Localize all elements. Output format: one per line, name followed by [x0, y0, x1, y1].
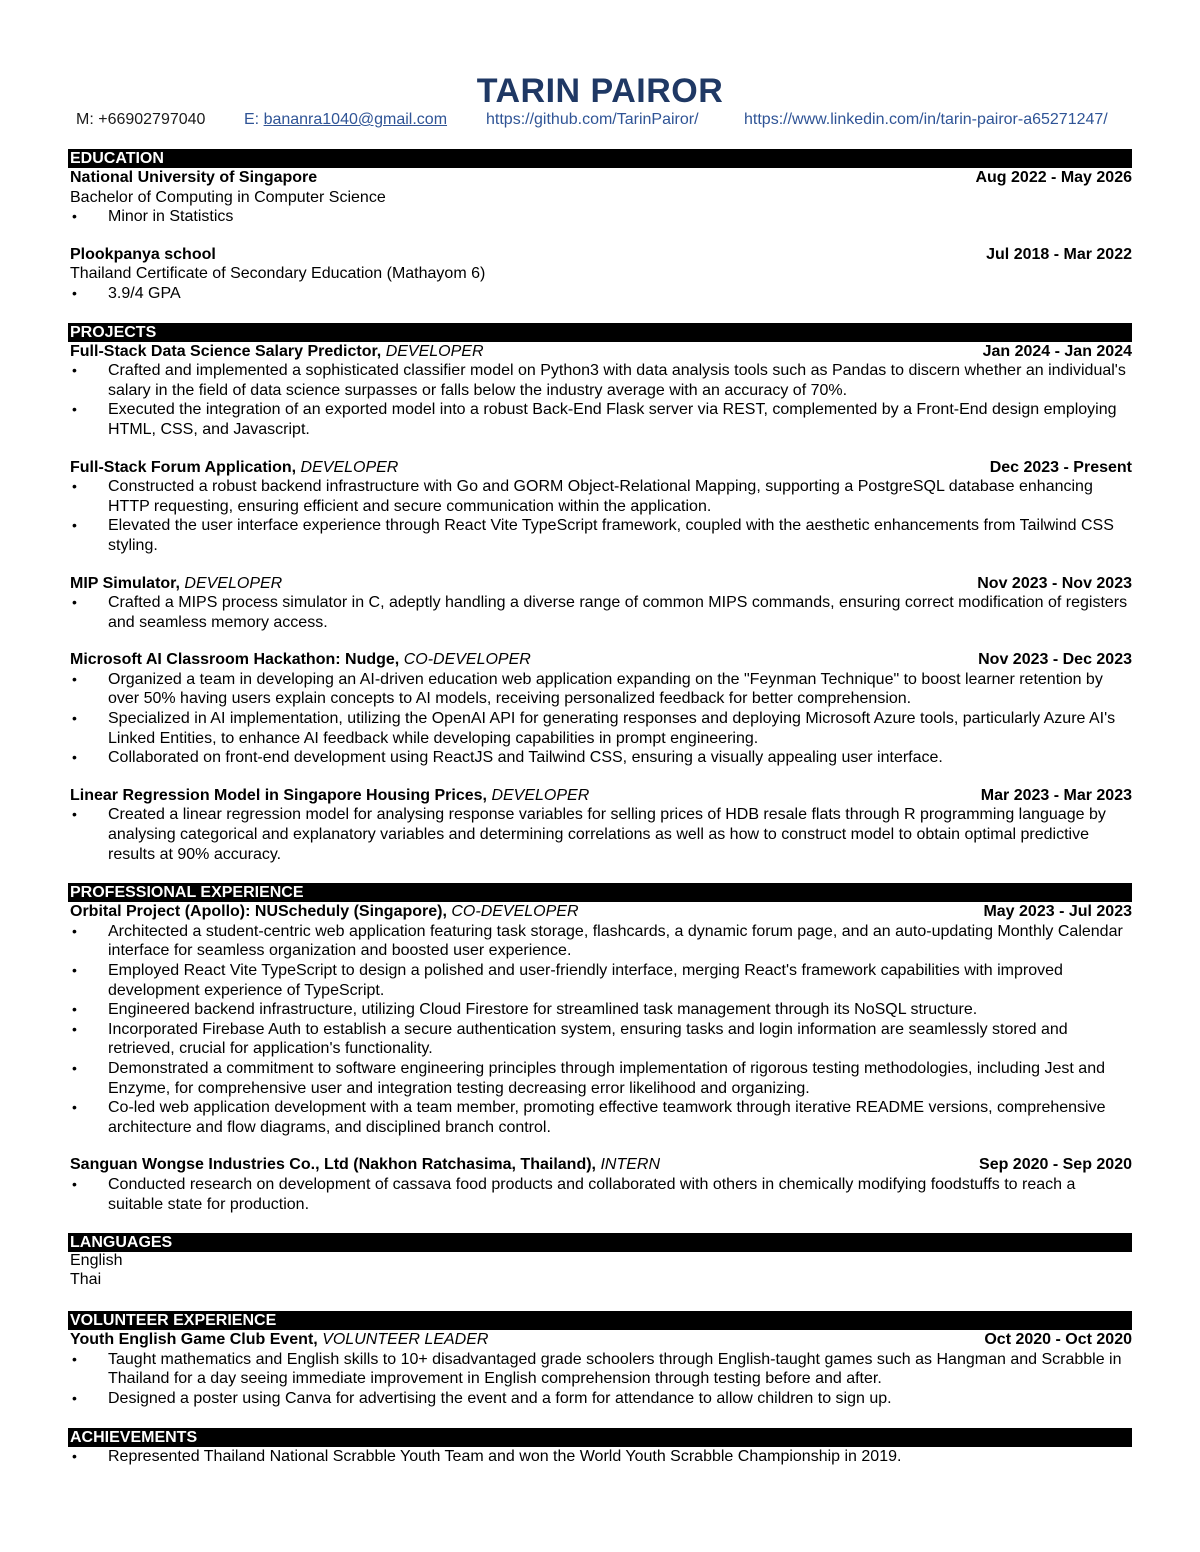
entry-title: Microsoft AI Classroom Hackathon: Nudge, [70, 651, 400, 669]
entry [68, 342, 1132, 440]
entry-header [68, 1330, 1132, 1350]
bullet-item: • Specialized in AI implementation, utilizing the OpenAI API for generating responses and deploying Microsoft Azure tools, particularly Azure AI's Linked Entities, to enhance AI feedback while developing capabilities in prompt engineering. [68, 709, 1132, 748]
entry-date: Jul 2018 - Mar 2022 [986, 245, 1132, 263]
entry-date: Dec 2023 - Present [989, 458, 1132, 476]
bullet-item: • Executed the integration of an exported model into a robust Back-End Flask server via REST, complemented by a Front-End design employing HTML, CSS, and Javascript. [68, 400, 1132, 439]
entry-title: National University of Singapore [70, 169, 318, 186]
entry-date: Nov 2023 - Nov 2023 [977, 574, 1132, 592]
entry [68, 902, 1132, 1137]
section-heading: LANGUAGES [68, 1233, 1132, 1252]
entry-role: DEVELOPER [491, 786, 590, 804]
entry-subtitle: Bachelor of Computing in Computer Science [70, 188, 386, 206]
entry-title-group [70, 1155, 660, 1175]
entry-subtitle: Thailand Certificate of Secondary Education (Mathayom 6) [70, 265, 486, 283]
experience-section [68, 883, 1132, 1214]
entry-title: MIP Simulator, [70, 574, 180, 592]
entry-title-group [70, 650, 531, 670]
entry-title: Youth English Game Club Event, [70, 1331, 318, 1349]
entry-title-group [70, 902, 579, 922]
bullet-item: • Crafted a MIPS process simulator in C, adeptly handling a diverse range of common MIPS commands, ensuring correct modification of registers and seamless memory access. [68, 593, 1132, 632]
bullet-item: • Created a linear regression model for analysing response variables for selling prices of HDB resale flats through R programming language by analysing categorical and explanatory variables and determining correlations as well as how to construct model to obtain optimal predictive results at 90% accuracy. [68, 805, 1132, 864]
entry-header [68, 168, 1132, 188]
bullet-item: • Crafted and implemented a sophisticated classifier model on Python3 with data analysis tools such as Pandas to discern whether an individual's salary in the field of data science surpasses or falls below the industry average with an accuracy of 70%. [68, 361, 1132, 400]
education-section [68, 149, 1132, 304]
bullet-item: • Incorporated Firebase Auth to establish a secure authentication system, ensuring tasks and login information are seamlessly stored and retrieved, crucial for application's functionality. [68, 1020, 1132, 1059]
email-link[interactable]: bananra1040@gmail.com [263, 111, 448, 128]
language-item: Thai [70, 1270, 102, 1288]
entry-title-group [70, 1330, 488, 1350]
bullet-list [68, 1175, 1132, 1214]
language-item: English [70, 1252, 123, 1270]
bullet-item: • Minor in Statistics [68, 207, 1132, 227]
bullet-item: • Engineered backend infrastructure, utilizing Cloud Firestore for streamlined task management through its NoSQL structure. [68, 1000, 1132, 1020]
volunteer-entries [68, 1330, 1132, 1408]
contact-line [68, 110, 1132, 132]
entry-title: Orbital Project (Apollo): NUScheduly (Singapore), [70, 903, 447, 921]
entry-role: DEVELOPER [300, 458, 399, 476]
entry-title-group [70, 458, 398, 478]
bullet-item: • Designed a poster using Canva for advertising the event and a form for attendance to allow children to sign up. [68, 1389, 1132, 1409]
entry-header [68, 1155, 1132, 1175]
bullet-list [68, 361, 1132, 439]
project-entries [68, 342, 1132, 865]
entry-title: Full-Stack Data Science Salary Predictor, [70, 342, 382, 360]
bullet-item: • Elevated the user interface experience through React Vite TypeScript framework, coupled with the aesthetic enhancements from Tailwind CSS styling. [68, 516, 1132, 555]
entry [68, 458, 1132, 556]
bullet-list [68, 284, 1132, 304]
entry-title: Linear Regression Model in Singapore Housing Prices, [70, 786, 487, 804]
entry-role: CO-DEVELOPER [451, 903, 579, 921]
phone-number: M: +66902797040 [76, 111, 206, 128]
bullet-item: • Collaborated on front-end development using ReactJS and Tailwind CSS, ensuring a visually appealing user interface. [68, 748, 1132, 768]
bullet-item: • Conducted research on development of cassava food products and collaborated with others in chemically modifying foodstuffs to reach a suitable state for production. [68, 1175, 1132, 1214]
email-contact [244, 110, 447, 130]
achievement-list [68, 1447, 1132, 1467]
entry [68, 1155, 1132, 1214]
bullet-item: • Employed React Vite TypeScript to design a polished and user-friendly interface, merging React's framework capabilities with improved development experience of TypeScript. [68, 961, 1132, 1000]
entry-role: INTERN [600, 1156, 660, 1174]
email-prefix: E: [244, 111, 264, 128]
bullet-item: • Taught mathematics and English skills to 10+ disadvantaged grade schoolers through English-taught games such as Hangman and Scrabble in Thailand for a day seeing immediate improvement in English comprehension through testing before and after. [68, 1350, 1132, 1389]
entry-date: Aug 2022 - May 2026 [975, 169, 1132, 186]
bullet-list [68, 477, 1132, 555]
entry-title-group [70, 786, 589, 806]
github-link[interactable]: https://github.com/TarinPairor/ [486, 111, 699, 128]
entry-date: Sep 2020 - Sep 2020 [979, 1156, 1132, 1174]
achievements-section [68, 1428, 1132, 1467]
entry-role: VOLUNTEER LEADER [322, 1331, 489, 1349]
bullet-list [68, 805, 1132, 864]
entry-role: DEVELOPER [184, 574, 283, 592]
languages-section [68, 1233, 1132, 1289]
bullet-item: • Co-led web application development with a team member, promoting effective teamwork through iterative README versions, comprehensive architecture and flow diagrams, and disciplined branch control. [68, 1098, 1132, 1137]
bullet-list [68, 1350, 1132, 1409]
entry-header [68, 650, 1132, 670]
section-heading: PROFESSIONAL EXPERIENCE [68, 883, 1132, 902]
entry-date: May 2023 - Jul 2023 [983, 903, 1132, 921]
bullet-list [68, 670, 1132, 768]
bullet-item: • Architected a student-centric web application featuring task storage, flashcards, a dynamic forum page, and an auto-updating Monthly Calendar interface for seamless organization and boosted user experience. [68, 922, 1132, 961]
entry [68, 1330, 1132, 1408]
entry [68, 574, 1132, 633]
projects-section [68, 323, 1132, 865]
section-heading: ACHIEVEMENTS [68, 1428, 1132, 1447]
entry-title: Full-Stack Forum Application, [70, 458, 297, 476]
section-heading: VOLUNTEER EXPERIENCE [68, 1311, 1132, 1330]
section-heading: EDUCATION [68, 149, 1132, 168]
entry-role: CO-DEVELOPER [403, 651, 531, 669]
entry-date: Jan 2024 - Jan 2024 [982, 342, 1132, 360]
resume-page [68, 0, 1132, 1466]
entry-header [68, 786, 1132, 806]
entry [68, 245, 1132, 304]
entry-date: Mar 2023 - Mar 2023 [980, 786, 1132, 804]
bullet-item: • Demonstrated a commitment to software engineering principles through implementation of rigorous testing methodologies, including Jest and Enzyme, for comprehensive user and integration testing decreasing error likelihood and organizing. [68, 1059, 1132, 1098]
bullet-item: • Organized a team in developing an AI-driven education web application expanding on the "Feynman Technique" to boost learner retention by over 50% having users explain concepts to AI models, receiving personalized feedback for better comprehension. [68, 670, 1132, 709]
entry-title-group [70, 574, 282, 594]
bullet-list [68, 593, 1132, 632]
candidate-name: TARIN PAIROR [476, 72, 724, 110]
entry-title: Plookpanya school [70, 245, 216, 263]
entry-date: Nov 2023 - Dec 2023 [978, 651, 1132, 669]
entry-title-group [70, 168, 317, 188]
section-heading: PROJECTS [68, 323, 1132, 342]
entry-title-group [70, 342, 484, 362]
experience-entries [68, 902, 1132, 1214]
entry-header [68, 458, 1132, 478]
entry-role: DEVELOPER [385, 342, 484, 360]
linkedin-link[interactable]: https://www.linkedin.com/in/tarin-pairor-a65271247/ [744, 111, 1108, 128]
entry-header [68, 245, 1132, 265]
entry [68, 650, 1132, 768]
bullet-list [68, 922, 1132, 1138]
entry-header [68, 574, 1132, 594]
bullet-item: • Represented Thailand National Scrabble Youth Team and won the World Youth Scrabble Championship in 2019. [68, 1447, 1132, 1467]
volunteer-section [68, 1311, 1132, 1408]
bullet-list [68, 207, 1132, 227]
entry-title: Sanguan Wongse Industries Co., Ltd (Nakhon Ratchasima, Thailand), [70, 1156, 596, 1174]
education-entries [68, 168, 1132, 304]
bullet-item: • 3.9/4 GPA [68, 284, 1132, 304]
entry-header [68, 342, 1132, 362]
entry-title-group [70, 245, 216, 265]
bullet-item: • Constructed a robust backend infrastructure with Go and GORM Object-Relational Mapping, supporting a PostgreSQL database enhancing HTTP requesting, ensuring efficient and secure communication within the application. [68, 477, 1132, 516]
entry-header [68, 902, 1132, 922]
entry-date: Oct 2020 - Oct 2020 [984, 1331, 1132, 1349]
entry [68, 786, 1132, 864]
entry [68, 168, 1132, 227]
